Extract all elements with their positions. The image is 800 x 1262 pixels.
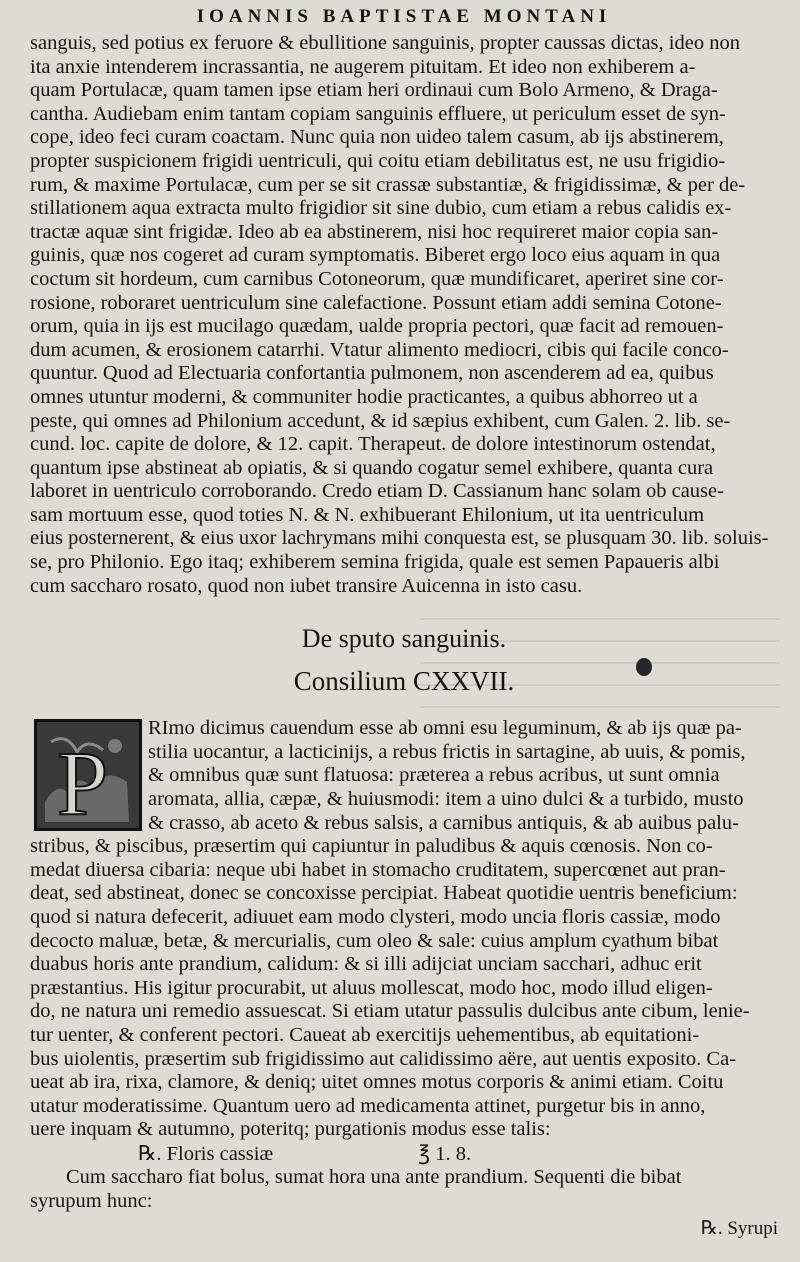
text-line: stilia uocantur, a lacticinijs, a rebus frictis in sartagine, ab uuis, & pomis, xyxy=(148,740,746,763)
text-line: ita anxie intenderem incrassantia, ne augerem pituitam. Et ideo non exhiberem a- xyxy=(30,55,696,78)
text-line: cantha. Audiebam enim tantam copiam sanguinis effluere, ut periculum esset de syn- xyxy=(30,102,726,125)
text-line: orum, quia in ijs est mucilago quædam, ualde propria pectori, quæ facit ad remouen- xyxy=(30,315,724,338)
text-line: syrupum hunc: xyxy=(30,1189,153,1212)
text-line: quod si natura defecerit, adiuuet eam modo clysteri, modo uncia floris cassiæ, modo xyxy=(30,906,721,928)
text-line: & crasso, ab aceto & rebus salsis, a carnibus antiquis, & ab auibus palu- xyxy=(148,811,739,834)
text-line: uere inquam & autumno, poteritq; purgationis modus esse talis: xyxy=(30,1118,551,1141)
text-line: cund. loc. capite de dolore, & 12. capit. Therapeut. de dolore intestinorum ostendat, xyxy=(30,433,716,456)
text-line: decocto maluæ, betæ, & mercurialis, cum oleo & sale: cuius amplum cyathum bibat xyxy=(30,929,719,952)
text-line: sam mortuum esse, quod toties N. & N. exhibuerant Ehilonium, ut ita uentriculum xyxy=(30,503,705,526)
text-line: quam Portulacæ, quam tamen ipse etiam heri ordinaui cum Bolo Armeno, & Draga- xyxy=(30,79,718,102)
paragraph-1 xyxy=(30,32,778,598)
text-line: laboret in uentriculo corroborando. Credo etiam D. Cassianum hanc solam ob cause- xyxy=(30,480,724,503)
recipe-quantity: ℥ 1. 8. xyxy=(418,1142,472,1165)
text-line: omnes utuntur moderni, & communiter hodie practicantes, a quibus abhorreo ut a xyxy=(30,385,698,408)
text-line: utatur moderatissime. Quantum uero ad medicamenta attinet, purgetur bis in anno, xyxy=(30,1094,706,1117)
text-line: tur uenter, & conferent pectori. Caueat ab exercitijs uehementibus, ab equitationi- xyxy=(30,1023,700,1046)
paragraph-2 xyxy=(30,717,778,1142)
bleed-through-shadow xyxy=(420,618,780,728)
text-line: guinis, quæ nos cogeret ad curam symptomatis. Biberet ergo loco eius aquam in qua xyxy=(30,244,721,267)
text-line: medat diuersa cibaria: neque ubi habet in stomacho cruditatem, supercœnet aut pran- xyxy=(30,858,726,881)
text-line: tractæ aquæ sint frigidæ. Ideo ab ea abstinerem, nisi hoc requireret maior copia san- xyxy=(30,220,719,243)
text-line: se, pro Philonio. Ego itaq; exhiberem semina frigida, quale est semen Papaueris albi xyxy=(30,551,720,574)
recipe-ingredient: ℞. Floris cassiæ xyxy=(138,1142,274,1165)
text-line: duabus horis ante prandium, calidum: & si illi adijciat unciam sacchari, adhuc erit xyxy=(30,953,702,976)
consilium-heading: Consilium CXXVII. xyxy=(293,666,515,697)
text-line: rum, & maxime Portulacæ, cum per se sit crassæ substantiæ, & frigidissimæ, & per de- xyxy=(30,173,746,196)
text-line: rosione, roboraret uentriculum sine calefactione. Possunt etiam addi semina Cotone- xyxy=(30,291,722,314)
text-line: cope, ideo feci curam coactam. Nunc quia non uideo talem casum, ab ijs abstinerem, xyxy=(30,126,724,149)
text-line: cum saccharo rosato, quod non iubet transire Auicenna in isto casu. xyxy=(30,574,583,597)
text-line: quuntur. Quod ad Electuaria confortantia pulmonem, non ascenderem ad ea, quibus xyxy=(30,362,714,385)
section-heading: De sputo sanguinis. xyxy=(301,624,507,654)
text-line: bus uiolentis, præsertim sub frigidissimo aut calidissimo aëre, aut uentis exposito. Ca- xyxy=(30,1047,737,1070)
decorated-initial-p-icon xyxy=(34,719,142,831)
catchword: ℞. Syrupi xyxy=(700,1218,778,1240)
text-line: aromata, allia, cæpæ, & huiusmodi: item a uino dulci & a turbido, musto xyxy=(148,788,744,811)
text-line: propter suspicionem frigidi uentriculi, qui coitu etiam debilitatus est, ne usu frigidio- xyxy=(30,149,726,172)
text-line: deat, sed abstineat, donec se concoxisse percipiat. Habeat quotidie uentris beneficium: xyxy=(30,882,738,905)
text-line: dum acumen, & erosionem catarrhi. Vtatur alimento mediocri, cibis qui facile conco- xyxy=(30,338,729,361)
text-line: quantum ipse abstineat ab opiatis, & si quando cogatur semel exhibere, quanta cura xyxy=(30,456,714,479)
text-line: eius posternerent, & eius uxor lachrymans mihi conquesta est, se plusquam 30. lib. soluis- xyxy=(30,527,769,550)
text-line: præstantius. His igitur procurabit, ut aluus mollescat, modo hoc, modo illud eligen- xyxy=(30,976,713,999)
paragraph-3 xyxy=(30,1166,778,1213)
text-line: peste, qui omnes ad Philonium accedunt, & id sæpius exhibent, cum Galen. 2. lib. se- xyxy=(30,409,731,432)
recipe-line xyxy=(30,1142,778,1166)
svg-text:P: P xyxy=(57,732,109,829)
text-line: Cum saccharo fiat bolus, sumat hora una ante prandium. Sequenti die bibat xyxy=(66,1165,682,1188)
text-line: stribus, & piscibus, præsertim qui capiuntur in paludibus & aquis cœnosis. Non co- xyxy=(30,835,713,858)
ink-spot xyxy=(636,658,652,676)
text-line: ueat ab ira, rixa, clamore, & deniq; uitet omnes motus corporis & animi etiam. Coitu xyxy=(30,1071,724,1094)
text-line: & omnibus quæ sunt flatuosa: præterea a rebus acribus, ut sunt omnia xyxy=(148,764,720,787)
text-line: coctum sit hordeum, cum carnibus Cotoneorum, quæ mundificaret, aperiret sine cor- xyxy=(30,267,724,290)
text-line: sanguis, sed potius ex feruore & ebullitione sanguinis, propter caussas dictas, ideo non xyxy=(30,32,740,54)
running-head: IOANNIS BAPTISTAE MONTANI xyxy=(196,6,612,27)
text-line: do, ne natura uni remedio assuescat. Si etiam utatur passulis dulcibus ante cibum, lenie- xyxy=(30,1000,750,1023)
text-line: RImo dicimus cauendum esse ab omni esu leguminum, & ab ijs quæ pa- xyxy=(148,717,742,740)
text-line: stillationem aqua extracta multo frigidior sit sine dubio, cum etiam a rebus calidis ex- xyxy=(30,197,732,220)
